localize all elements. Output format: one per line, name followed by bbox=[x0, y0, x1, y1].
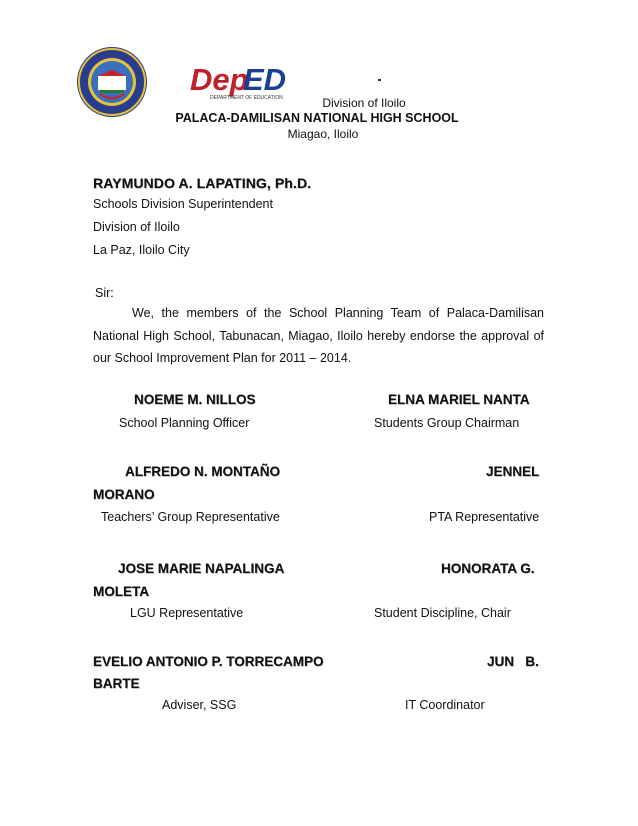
signatory-role: IT Coordinator bbox=[405, 698, 485, 712]
signatory-role: Adviser, SSG bbox=[162, 698, 237, 712]
addressee-address: La Paz, Iloilo City bbox=[93, 243, 190, 257]
signatory-role: Students Group Chairman bbox=[374, 416, 520, 430]
letter-body: We, the members of the School Planning Team of Palaca-Damilisan National High School, Tabunacan, Miagao, Iloilo hereby endorse the approval of our School Improvement Plan for 2011 – 2014. bbox=[93, 306, 544, 365]
signatory-name: JOSE MARIE NAPALINGA bbox=[118, 561, 285, 576]
addressee-title: Schools Division Superintendent bbox=[93, 197, 273, 211]
signatory-name: NOEME M. NILLOS bbox=[134, 392, 256, 407]
addressee-name: RAYMUNDO A. LAPATING, Ph.D. bbox=[93, 175, 312, 191]
signatory-name: JUN B. bbox=[487, 654, 539, 669]
signatory-name: MOLETA bbox=[93, 584, 149, 599]
signatory-role: School Planning Officer bbox=[119, 416, 250, 430]
signatory-name: BARTE bbox=[93, 676, 140, 691]
signatory-role: LGU Representative bbox=[130, 606, 244, 620]
addressee-office: Division of Iloilo bbox=[93, 220, 180, 234]
signatory-name: ELNA MARIEL NANTA bbox=[388, 392, 530, 407]
svg-text:ED: ED bbox=[243, 62, 286, 97]
salutation: Sir: bbox=[95, 286, 114, 300]
signatory-name: ALFREDO N. MONTAÑO bbox=[125, 464, 280, 479]
signatory-name: JENNEL bbox=[486, 464, 540, 479]
signatory-role: Student Discipline, Chair bbox=[374, 606, 511, 620]
signatory-role: PTA Representative bbox=[429, 510, 540, 524]
svg-text:DEPARTMENT OF EDUCATION: DEPARTMENT OF EDUCATION bbox=[210, 95, 283, 101]
signatory-name: MORANO bbox=[93, 487, 155, 502]
signatory-role: Teachers’ Group Representative bbox=[101, 510, 280, 524]
signatory-name: HONORATA G. bbox=[441, 561, 535, 576]
header-school-name: PALACA-DAMILISAN NATIONAL HIGH SCHOOL bbox=[175, 111, 459, 125]
decorative-dot bbox=[378, 79, 381, 81]
svg-text:Dep: Dep bbox=[190, 62, 249, 97]
header-division: Division of Iloilo bbox=[322, 96, 406, 110]
signatory-name: EVELIO ANTONIO P. TORRECAMPO bbox=[93, 654, 324, 669]
header-location: Miagao, Iloilo bbox=[287, 127, 359, 141]
